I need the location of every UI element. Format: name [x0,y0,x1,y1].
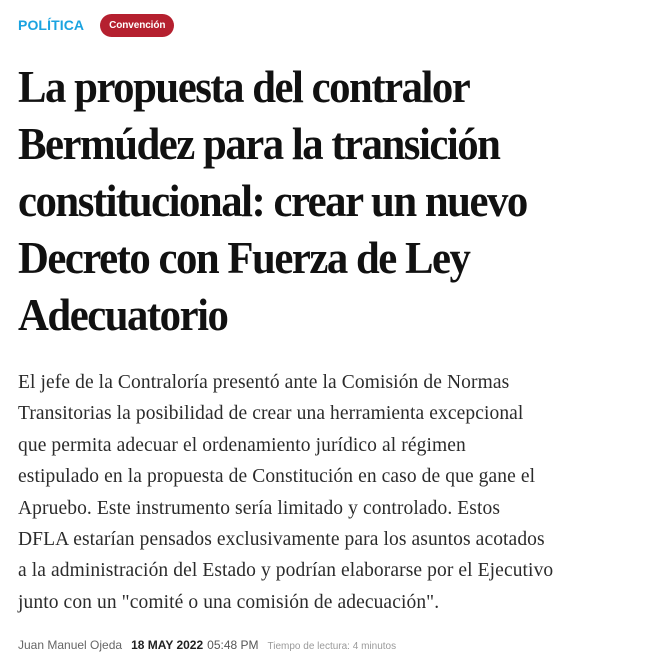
lead-line: Transitorias la posibilidad de crear una herramienta excepcional [18,403,524,425]
lead-line: estipulado en la propuesta de Constitución en caso de que gane el [18,466,536,488]
lead-line: Apruebo. Este instrumento sería limitado y controlado. Estos [18,497,501,519]
lead-line: DFLA estarían pensados exclusivamente para los asuntos acotados [18,529,545,551]
tag-row [18,13,174,37]
article-lead [18,367,658,618]
section-link-politica[interactable]: POLÍTICA [18,17,85,33]
lead-line: junto con un "comité o una comisión de adecuación". [18,591,440,613]
byline [18,638,396,652]
lead-line: que permita adecuar el ordenamiento jurídico al régimen [18,434,466,456]
article-headline [18,58,613,343]
publish-time: 05:48 PM [207,638,259,652]
topic-badge-convencion[interactable]: Convención [100,14,174,37]
lead-line: El jefe de la Contraloría presentó ante la Comisión de Normas [18,372,510,393]
reading-time: Tiempo de lectura: 4 minutos [267,641,397,652]
author-link[interactable]: Juan Manuel Ojeda [18,638,123,652]
headline-line: Decreto con Fuerza de Ley [18,232,470,283]
headline-line: Adecuatorio [18,289,228,340]
lead-line: a la administración del Estado y podrían elaborarse por el Ejecutivo [18,560,554,582]
publish-date: 18 MAY 2022 [131,638,204,652]
headline-line: Bermúdez para la transición [18,118,500,169]
headline-line: La propuesta del contralor [18,61,470,112]
headline-line: constitucional: crear un nuevo [18,175,527,226]
